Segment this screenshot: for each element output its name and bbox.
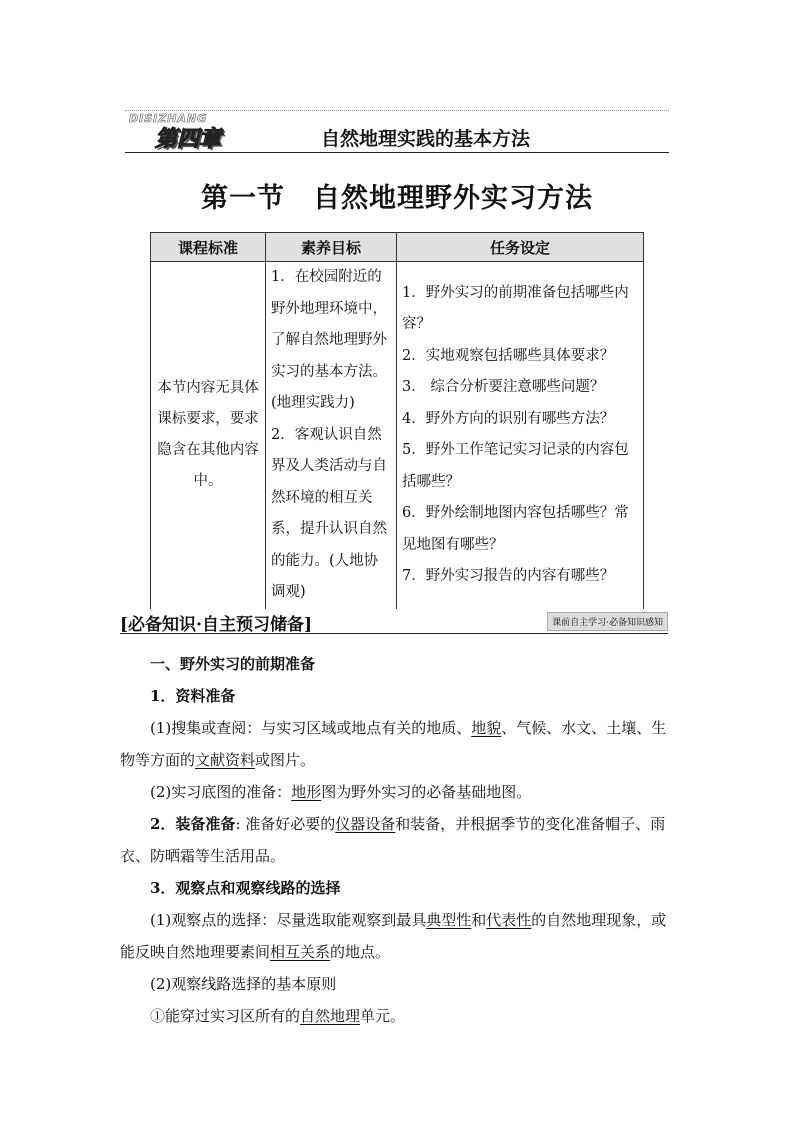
task-item: 4．野外方向的识别有哪些方法？ [402, 410, 615, 427]
text: (2)实习底图的准备： [150, 783, 292, 801]
table-header-row [151, 233, 644, 262]
task-item: 1．野外实习的前期准备包括哪些内容？ [402, 284, 629, 333]
text: 图为野外实习的必备基础地图。 [321, 783, 532, 801]
text: 的地点。 [330, 943, 391, 961]
text: 的自然地理现象，或能反映自然地理要素间 [120, 911, 667, 961]
key-term: 自然地理 [300, 1007, 361, 1025]
text: : 准备好必要的 [235, 815, 336, 833]
heading-1-2: 2．装备准备 [150, 815, 236, 833]
key-term: 地形 [291, 783, 322, 801]
chapter-pinyin: DISIZHANG [129, 112, 208, 125]
knowledge-banner [120, 608, 668, 635]
paragraph [120, 776, 680, 808]
main-content [120, 648, 680, 1032]
heading-1-3: 3．观察点和观察线路的选择 [150, 879, 341, 897]
text: (1)搜集或查阅：与实习区域或地点有关的地质、 [150, 719, 472, 737]
text: 和装备，并根据季节的变化准备帽子、雨衣、防晒霜等生活用品。 [120, 815, 666, 865]
heading-1: 一、野外实习的前期准备 [150, 655, 316, 673]
paragraph [120, 904, 680, 968]
paragraph: (2)观察线路选择的基本原则 [150, 975, 337, 993]
text: (1)观察点的选择：尽量选取能观察到最具 [150, 911, 427, 929]
text: 和 [471, 911, 487, 929]
key-term: 代表性 [486, 911, 532, 929]
key-term: 相互关系 [270, 943, 331, 961]
chapter-label: 第四章 [155, 127, 222, 152]
text: 、气候、水文、土壤、生物等方面的 [120, 719, 667, 769]
dotted-rule [125, 110, 669, 111]
task-item: 5．野外工作笔记实习记录的内容包括哪些？ [402, 442, 629, 490]
task-item: 3． 综合分析要注意哪些问题？ [402, 379, 605, 396]
key-term: 仪器设备 [335, 815, 396, 833]
chapter-title: 自然地理实践的基本方法 [321, 128, 531, 150]
key-term: 文献资料 [195, 751, 256, 769]
header-rule [125, 152, 669, 153]
task-item: 2．实地观察包括哪些具体要求？ [402, 347, 615, 364]
header-goals: 素养目标 [266, 233, 397, 262]
task-item: 7．野外实习报告的内容有哪些？ [402, 568, 615, 585]
banner-rule [120, 633, 668, 634]
chapter-header [125, 108, 669, 154]
standards-table [150, 232, 644, 609]
paragraph [120, 808, 680, 872]
curriculum-cell: 本节内容无具体课标要求，要求隐含在其他内容中。 [151, 262, 266, 609]
header-tasks: 任务设定 [397, 233, 644, 262]
tasks-cell [397, 262, 644, 609]
header-curriculum: 课程标准 [151, 233, 266, 262]
paragraph [120, 1000, 680, 1032]
goals-cell: 1．在校园附近的野外地理环境中，了解自然地理野外实习的基本方法。(地理实践力) 2．客观认识自然界及人类活动与自然环境的相互关系，提升认识自然的能力。(人地协调观) [266, 262, 397, 609]
text: ①能穿过实习区所有的 [150, 1007, 301, 1025]
task-item: 6．野外绘制地图内容包括哪些？常见地图有哪些？ [402, 505, 629, 553]
heading-1-1: 1．资料准备 [150, 687, 236, 705]
key-term: 典型性 [426, 911, 472, 929]
paragraph [120, 712, 680, 776]
table-row [151, 262, 644, 609]
banner-tag: 课前自主学习·必备知识感知 [547, 612, 668, 631]
text: 或图片。 [255, 751, 316, 769]
banner-title: [必备知识·自主预习储备] [120, 615, 313, 635]
section-title: 第一节 自然地理野外实习方法 [201, 183, 593, 214]
key-term: 地貌 [471, 719, 502, 737]
text: 单元。 [360, 1007, 406, 1025]
